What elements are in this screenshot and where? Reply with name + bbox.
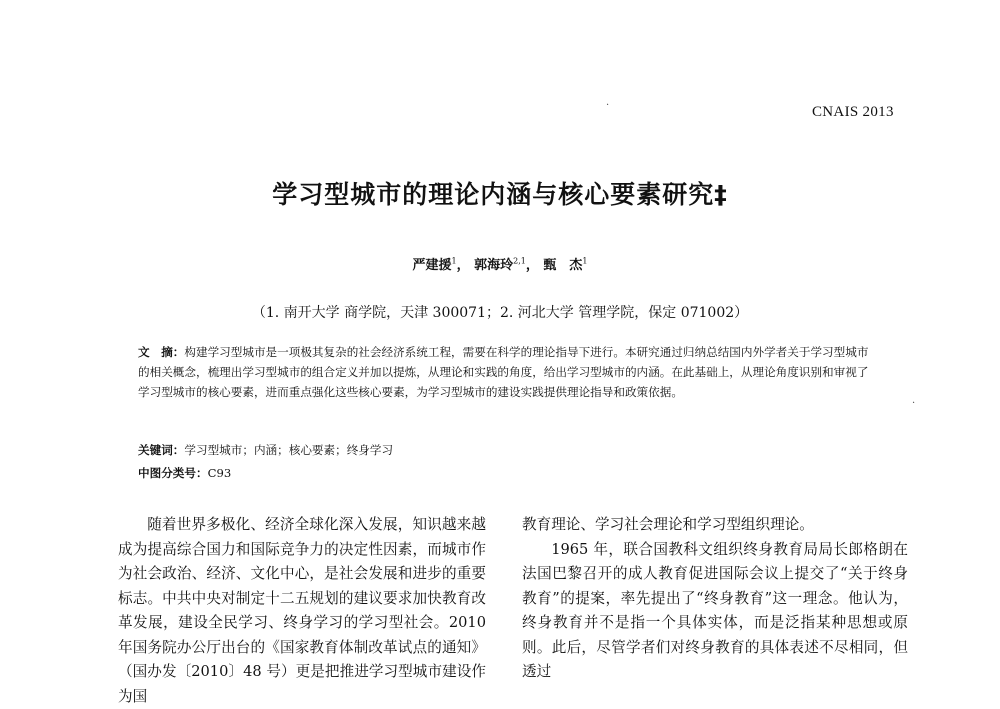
body-paragraph: 随着世界多极化、经济全球化深入发展，知识越来越成为提高综合国力和国际竞争力的决定性因素，而城市作为社会政治、经济、文化中心，是社会发展和进步的重要标志。中共中央对制定十二五规划的建议要求加快教育改革发展，建设全民学习、终身学习的学习型社会。2010 年国务院办公厅出台的《国家教育体制改革试点的通知》（国办发〔2010〕48 号）更是把推进学习型城市建设作为国 bbox=[118, 516, 486, 705]
keywords-label: 关键词： bbox=[138, 443, 185, 457]
abstract-text: 构建学习型城市是一项极其复杂的社会经济系统工程，需要在科学的理论指导下进行。本研究通过归纳总结国内外学者关于学习型城市的相关概念，梳理出学习型城市的组合定义并加以提炼，从理论和实践的角度，给出学习型城市的内涵。在此基础上，从理论角度识别和审视了学习型城市的核心要素，进而重点强化这些核心要素，为学习型城市的建设实践提供理论指导和政策依据。 bbox=[138, 345, 869, 399]
body-paragraph: 1965 年，联合国教科文组织终身教育局局长郎格朗在法国巴黎召开的成人教育促进国际会议上提交了“关于终身教育”的提案，率先提出了“终身教育”这一理念。他认为，终身教育并不是指一个具体实体，而是泛指某种思想或原则。此后，尽管学者们对终身教育的具体表述不尽相同，但透过 bbox=[522, 540, 908, 680]
keywords-text: 学习型城市；内涵；核心要素；终身学习 bbox=[184, 443, 394, 457]
author-line: 严建援$^1$， 郭海玲$^{2,1}$， 甄 杰$^1$ bbox=[412, 256, 588, 273]
author-name: 甄 杰 bbox=[543, 258, 583, 273]
affiliations: （1. 南开大学 商学院，天津 300071；2. 河北大学 管理学院，保定 071002） bbox=[251, 305, 749, 321]
body-paragraph: 教育理论、学习社会理论和学习型组织理论。 bbox=[522, 516, 814, 533]
author-name: 严建援 bbox=[412, 258, 452, 273]
abstract-label: 文 摘： bbox=[138, 345, 185, 359]
keywords bbox=[138, 442, 393, 458]
body-column-right bbox=[522, 513, 908, 685]
scan-speck: · bbox=[606, 100, 610, 111]
scan-speck: · bbox=[912, 398, 916, 409]
abstract bbox=[138, 342, 872, 402]
paper-title: 学习型城市的理论内涵与核心要素研究‡ bbox=[272, 180, 728, 209]
body-column-left bbox=[118, 513, 486, 709]
author-affiliation-mark: 1 bbox=[451, 256, 457, 266]
journal-mark: CNAIS 2013 bbox=[812, 104, 894, 120]
author-affiliation-mark: 1 bbox=[582, 256, 588, 266]
clc-text: C93 bbox=[207, 466, 232, 480]
author-name: 郭海玲 bbox=[474, 258, 514, 273]
classification-number bbox=[138, 465, 231, 481]
clc-label: 中图分类号： bbox=[138, 466, 208, 480]
author-affiliation-mark: 2,1 bbox=[513, 256, 526, 266]
